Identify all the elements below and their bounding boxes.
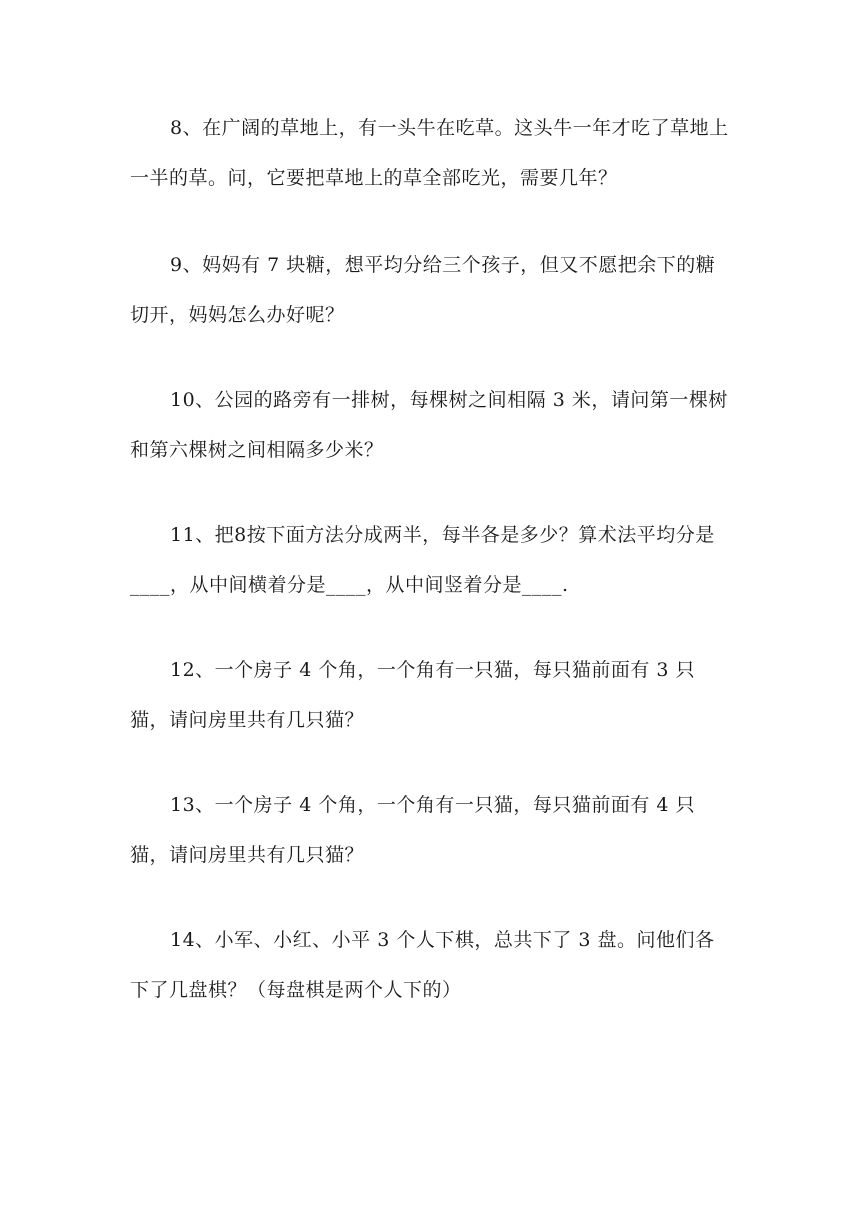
question-8: 8、在广阔的草地上，有一头牛在吃草。这头牛一年才吃了草地上一半的草。问，它要把草地上的草全部吃光，需要几年？ [130, 117, 729, 189]
question-12: 12、一个房子 4 个角，一个角有一只猫，每只猫前面有 3 只猫，请问房里共有几只猫？ [130, 659, 696, 731]
question-10: 10、公园的路旁有一排树，每棵树之间相隔 3 米，请问第一棵树和第六棵树之间相隔多少米？ [130, 389, 728, 461]
question-14: 14、小军、小红、小平 3 个人下棋，总共下了 3 盘。问他们各下了几盘棋？（每盘棋是两个人下的） [130, 929, 715, 1001]
question-9: 9、妈妈有 7 块糖，想平均分给三个孩子，但又不愿把余下的糖切开，妈妈怎么办好呢？ [130, 254, 716, 326]
question-11: 11、把8按下面方法分成两半，每半各是多少？算术法平均分是____，从中间横着分是____，从中间竖着分是____. [130, 524, 715, 596]
question-13: 13、一个房子 4 个角，一个角有一只猫，每只猫前面有 4 只猫，请问房里共有几只猫？ [130, 794, 696, 866]
